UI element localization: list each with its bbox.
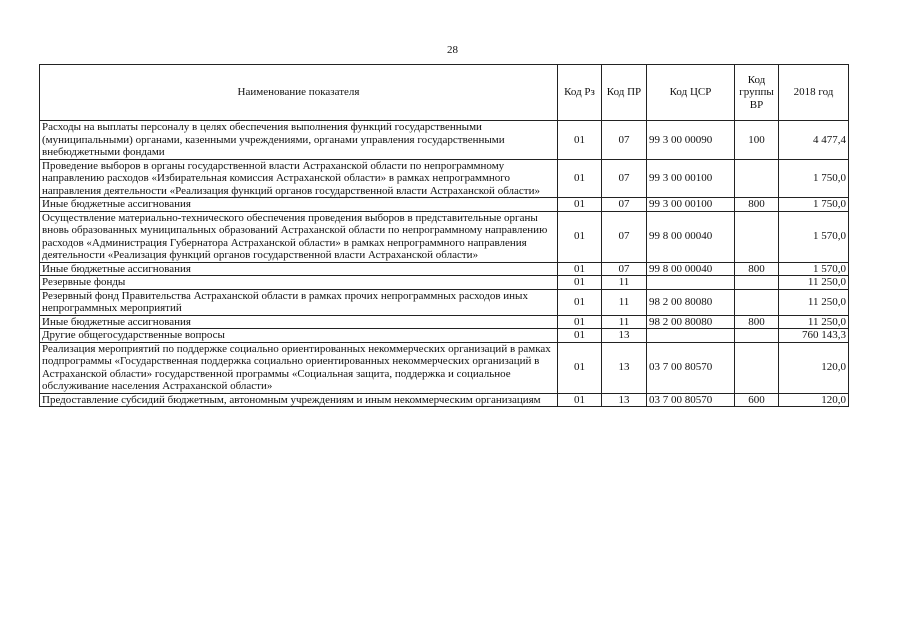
- cell-vr: 800: [735, 198, 779, 212]
- cell-name: Иные бюджетные ассигнования: [40, 198, 558, 212]
- cell-amount: 1 750,0: [779, 198, 849, 212]
- header-vr: Код группы ВР: [735, 65, 779, 121]
- cell-pr: 07: [602, 159, 647, 198]
- page-number: 28: [447, 44, 458, 56]
- header-name: Наименование показателя: [40, 65, 558, 121]
- cell-pr: 07: [602, 121, 647, 160]
- cell-name: Реализация мероприятий по поддержке социально ориентированных некоммерческих организаций в рамках подпрограммы «Государственная поддержка социально ориентированных некоммерческих организаций в Астраханской области» государственной программы «Социальная защита, поддержка и социальное обслуживание населения Астраханской области»: [40, 342, 558, 393]
- table-row: [40, 315, 849, 329]
- table-header-row: [40, 65, 849, 121]
- cell-vr: [735, 289, 779, 315]
- cell-name: Другие общегосударственные вопросы: [40, 329, 558, 343]
- cell-amount: 4 477,4: [779, 121, 849, 160]
- cell-csr: [647, 329, 735, 343]
- cell-amount: 11 250,0: [779, 276, 849, 290]
- cell-vr: [735, 342, 779, 393]
- cell-amount: 760 143,3: [779, 329, 849, 343]
- cell-rz: 01: [558, 198, 602, 212]
- cell-name: Иные бюджетные ассигнования: [40, 315, 558, 329]
- cell-csr: 99 8 00 00040: [647, 262, 735, 276]
- cell-rz: 01: [558, 121, 602, 160]
- table-row: [40, 276, 849, 290]
- cell-rz: 01: [558, 159, 602, 198]
- cell-pr: 07: [602, 262, 647, 276]
- cell-csr: 98 2 00 80080: [647, 315, 735, 329]
- cell-csr: [647, 276, 735, 290]
- cell-csr: 03 7 00 80570: [647, 393, 735, 407]
- table-row: [40, 289, 849, 315]
- cell-csr: 99 3 00 00100: [647, 198, 735, 212]
- cell-pr: 07: [602, 198, 647, 212]
- cell-amount: 1 570,0: [779, 211, 849, 262]
- cell-name: Осуществление материально-технического обеспечения проведения выборов в представительные органы вновь образованных муниципальных образований Астраханской области по непрограммному направлению расходов «Администрация Губернатора Астраханской области» в рамках непрограммного направления деятельности «Реализация функций органов государственной власти Астраханской области»: [40, 211, 558, 262]
- cell-name: Расходы на выплаты персоналу в целях обеспечения выполнения функций государственными (муниципальными) органами, казенными учреждениями, органами управления государственными внебюджетными фондами: [40, 121, 558, 160]
- cell-vr: 800: [735, 315, 779, 329]
- cell-pr: 13: [602, 342, 647, 393]
- cell-csr: 98 2 00 80080: [647, 289, 735, 315]
- cell-name: Иные бюджетные ассигнования: [40, 262, 558, 276]
- table-row: [40, 393, 849, 407]
- header-pr: Код ПР: [602, 65, 647, 121]
- cell-csr: 03 7 00 80570: [647, 342, 735, 393]
- cell-pr: 11: [602, 315, 647, 329]
- cell-vr: [735, 276, 779, 290]
- cell-rz: 01: [558, 211, 602, 262]
- cell-name: Резервный фонд Правительства Астраханской области в рамках прочих непрограммных расходов иных непрограммных мероприятий: [40, 289, 558, 315]
- cell-name: Проведение выборов в органы государственной власти Астраханской области по непрограммному направлению расходов «Избирательная комиссия Астраханской области» в рамках непрограммного направления деятельности «Реализация функций органов государственной власти Астраханской области»: [40, 159, 558, 198]
- cell-rz: 01: [558, 393, 602, 407]
- table-row: [40, 159, 849, 198]
- cell-rz: 01: [558, 315, 602, 329]
- table-row: [40, 262, 849, 276]
- header-csr: Код ЦСР: [647, 65, 735, 121]
- cell-vr: [735, 211, 779, 262]
- table-row: [40, 211, 849, 262]
- cell-amount: 1 570,0: [779, 262, 849, 276]
- cell-pr: 13: [602, 329, 647, 343]
- cell-rz: 01: [558, 276, 602, 290]
- cell-csr: 99 3 00 00100: [647, 159, 735, 198]
- cell-rz: 01: [558, 329, 602, 343]
- cell-vr: [735, 159, 779, 198]
- cell-pr: 07: [602, 211, 647, 262]
- cell-rz: 01: [558, 262, 602, 276]
- cell-csr: 99 3 00 00090: [647, 121, 735, 160]
- table-row: [40, 329, 849, 343]
- cell-vr: 100: [735, 121, 779, 160]
- cell-pr: 11: [602, 289, 647, 315]
- cell-amount: 1 750,0: [779, 159, 849, 198]
- cell-amount: 11 250,0: [779, 289, 849, 315]
- cell-rz: 01: [558, 289, 602, 315]
- table-row: [40, 342, 849, 393]
- cell-name: Предоставление субсидий бюджетным, автономным учреждениям и иным некоммерческим организациям: [40, 393, 558, 407]
- table-row: [40, 121, 849, 160]
- cell-name: Резервные фонды: [40, 276, 558, 290]
- cell-pr: 13: [602, 393, 647, 407]
- cell-amount: 11 250,0: [779, 315, 849, 329]
- cell-rz: 01: [558, 342, 602, 393]
- cell-pr: 11: [602, 276, 647, 290]
- cell-amount: 120,0: [779, 342, 849, 393]
- budget-table: [39, 64, 849, 407]
- cell-csr: 99 8 00 00040: [647, 211, 735, 262]
- header-year: 2018 год: [779, 65, 849, 121]
- cell-vr: 800: [735, 262, 779, 276]
- cell-amount: 120,0: [779, 393, 849, 407]
- cell-vr: [735, 329, 779, 343]
- header-rz: Код Рз: [558, 65, 602, 121]
- table-row: [40, 198, 849, 212]
- cell-vr: 600: [735, 393, 779, 407]
